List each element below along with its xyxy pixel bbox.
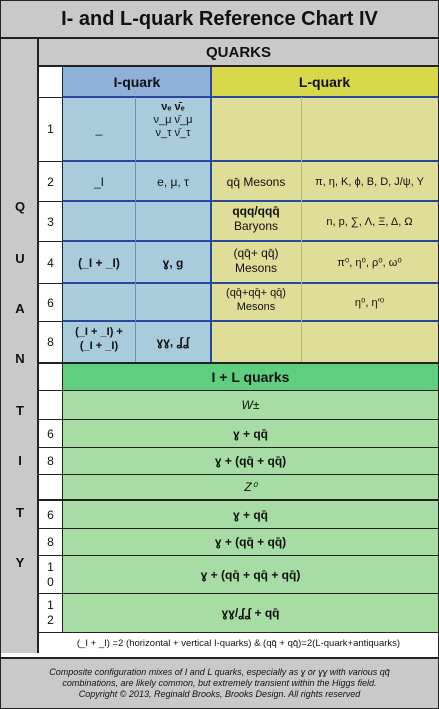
row-number: 8 [39,448,62,474]
divider [135,97,136,362]
vertical-letter: Y [15,555,25,570]
divider [63,160,438,162]
divider [63,320,438,322]
copyright: Copyright © 2013, Reginald Brooks, Brooks Design. All rights reserved [78,689,361,699]
divider [39,390,438,391]
divider [39,241,63,242]
divider [39,499,438,501]
row-number [39,475,62,499]
particle-list: π⁰, η⁰, ρ⁰, ω⁰ [337,256,402,269]
section-header: QUARKS [39,39,438,67]
neutrino-e: νₑ ν̄ₑ [161,101,185,113]
i-quark-pair-a: (_I + _I) + [75,326,123,338]
i-quark-cell [63,325,135,359]
meson-label: Mesons [234,261,278,275]
divider [63,240,438,242]
row-number: 4 [39,242,62,283]
row-number: 8 [39,529,62,555]
divider [39,201,63,202]
chart-title: I- and L-quark Reference Chart IV [1,1,438,39]
divider [39,555,438,556]
meson-formula: (qq̄+qq̄+ qq̄) [226,287,286,299]
divider [39,161,63,162]
divider [39,447,438,448]
vertical-letter: N [15,351,25,366]
row-number: 6 [39,284,62,321]
i-quark-cell: _I [93,174,104,189]
divider [301,97,302,362]
boson-cell: ɣ, g [162,255,184,270]
vertical-letter: Q [14,199,26,214]
lepton-cell: e, μ, τ [157,174,189,189]
baryon-label: Baryons [233,219,279,233]
l-quark-cell: qq̄ Mesons [226,174,286,189]
neutrino-tau: ν_τ ν̄_τ [155,127,191,139]
divider [39,283,63,284]
notes-line: (_I + _I) =2 (horizontal + vertical I-quarks) & (qq̄ + qq̄)=2(L-quark+antiquarks) [39,633,438,655]
vertical-letter: A [15,301,25,316]
il-row: ɣ + (qq̄ + qq̄) [214,454,287,468]
row-number: 8 [39,322,62,362]
vertical-letter: U [15,251,25,266]
row-number: 1 [39,97,62,161]
il-row: ɣ + qq̄ [232,426,268,441]
divider [39,593,438,594]
l-quark-cell [211,246,301,282]
l-quark-cell [211,204,301,240]
baryon-formula: qqq/qqq̄ [232,204,280,218]
divider [63,200,438,202]
row-number: 1 2 [39,594,62,632]
divider [39,419,438,420]
particle-list: π, η, K, ϕ, B, D, J/ψ, Υ [315,175,424,188]
l-quark-header: L-quark [211,67,438,97]
divider [63,282,438,284]
row-number: 6 [39,420,62,447]
row-number: 2 [39,162,62,201]
divider [39,474,438,475]
neutrino-cell [135,101,211,157]
row-number [39,391,62,419]
row-number: 3 [39,202,62,241]
footer-line: Composite configuration mixes of I and L quarks, especially as ɣ or ɣɣ with various qq̄ [49,667,390,677]
particle-list: n, p, ∑, Λ, Ξ, Δ, Ω [326,215,413,228]
l-quark-cell [211,286,301,320]
divider [39,321,63,322]
i-quark-cell: (_I + _I) [78,255,120,270]
il-row: Z⁰ [244,480,257,494]
divider [210,67,212,362]
divider [63,96,438,98]
i-quark-header: I-quark [63,67,211,97]
il-row: W± [241,398,260,412]
il-row: ɣ + (qq̄ + qq̄) [214,535,287,549]
neutrino-mu: ν_μ ν̄_μ [153,114,193,126]
footer-note [1,657,438,708]
vertical-letter: I [18,453,22,468]
particle-list: η⁰, η′⁰ [354,296,385,309]
divider [39,97,63,98]
meson-label: Mesons [236,301,276,313]
row-number: 1 0 [39,556,62,593]
row-number: 6 [39,501,62,528]
i-quark-pair-b: (_I + _I) [79,340,119,352]
quantity-column [1,39,39,653]
i-quark-cell: _ [95,122,103,136]
footer-line: combinations, are likely common, but extremely transient within the Higgs field. [62,678,377,688]
il-row: ɣ + (qq̄ + qq̄ + qq̄) [200,567,301,582]
vertical-letter: T [16,505,24,520]
vertical-letter: T [16,403,24,418]
meson-formula: (qq̄+ qq̄) [233,246,279,260]
il-row: ɣ + qq̄ [232,507,268,522]
divider [39,528,438,529]
il-quarks-header: I + L quarks [63,364,438,390]
boson-cell: ɣɣ, ʆʆ [156,335,190,349]
il-row: ɣɣ/ʆʆ + qq̄ [221,606,280,620]
